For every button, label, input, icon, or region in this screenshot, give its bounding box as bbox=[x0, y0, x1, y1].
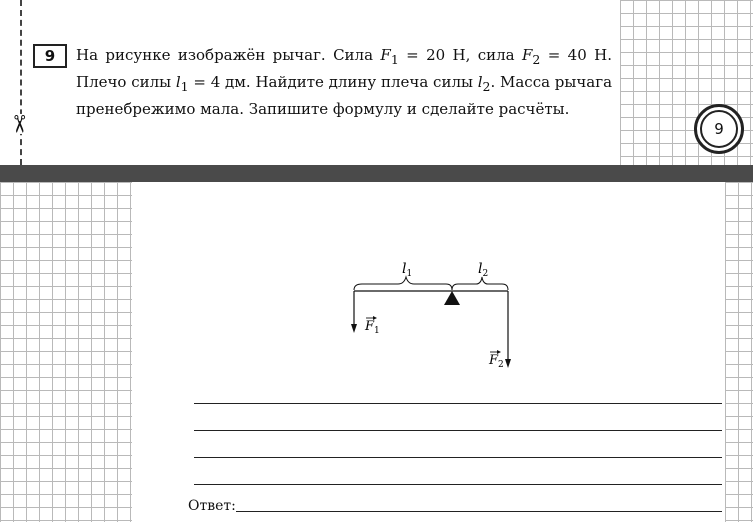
task-text: На рисунке изображён рычаг. Сила $F_1 = 20$ Н, сила $F_2 = 40$ Н. Плечо силы $l_1 = 4$ дм. Найдите длину плеча силы $l_2$. Масса рычага пренебрежимо мала. Запишите формулу и сделайте расчёты. bbox=[76, 46, 613, 118]
draft-grid-right bbox=[725, 182, 753, 522]
lever-diagram bbox=[330, 250, 530, 375]
svg-text:F1: $F_1$ bbox=[365, 319, 380, 336]
label-l2: $l_2$ bbox=[478, 261, 489, 279]
brace-l1 bbox=[354, 277, 452, 290]
svg-text:F2: $F_2$ bbox=[489, 353, 504, 370]
label-l1: $l_1$ bbox=[402, 261, 413, 279]
solution-line-2[interactable] bbox=[194, 430, 722, 431]
task-number-badge bbox=[694, 104, 744, 154]
task-number-box: 9 bbox=[33, 44, 67, 68]
draft-grid-left bbox=[0, 182, 132, 522]
answer-label: Ответ: bbox=[188, 498, 236, 514]
force-f2-arrowhead bbox=[505, 359, 511, 368]
cut-line bbox=[20, 0, 22, 165]
force-f1-arrowhead bbox=[351, 324, 357, 333]
solution-line-1[interactable] bbox=[194, 403, 722, 404]
scissors-icon: ✂ bbox=[5, 113, 34, 135]
task-number-badge-label: 9 bbox=[700, 110, 738, 148]
solution-line-4[interactable] bbox=[194, 484, 722, 485]
answer-input-line[interactable] bbox=[236, 511, 722, 512]
label-f1 bbox=[364, 316, 380, 336]
label-f2 bbox=[488, 350, 504, 370]
solution-line-3[interactable] bbox=[194, 457, 722, 458]
page-divider bbox=[0, 165, 753, 182]
fulcrum-triangle bbox=[444, 291, 460, 305]
brace-l2 bbox=[452, 277, 508, 290]
